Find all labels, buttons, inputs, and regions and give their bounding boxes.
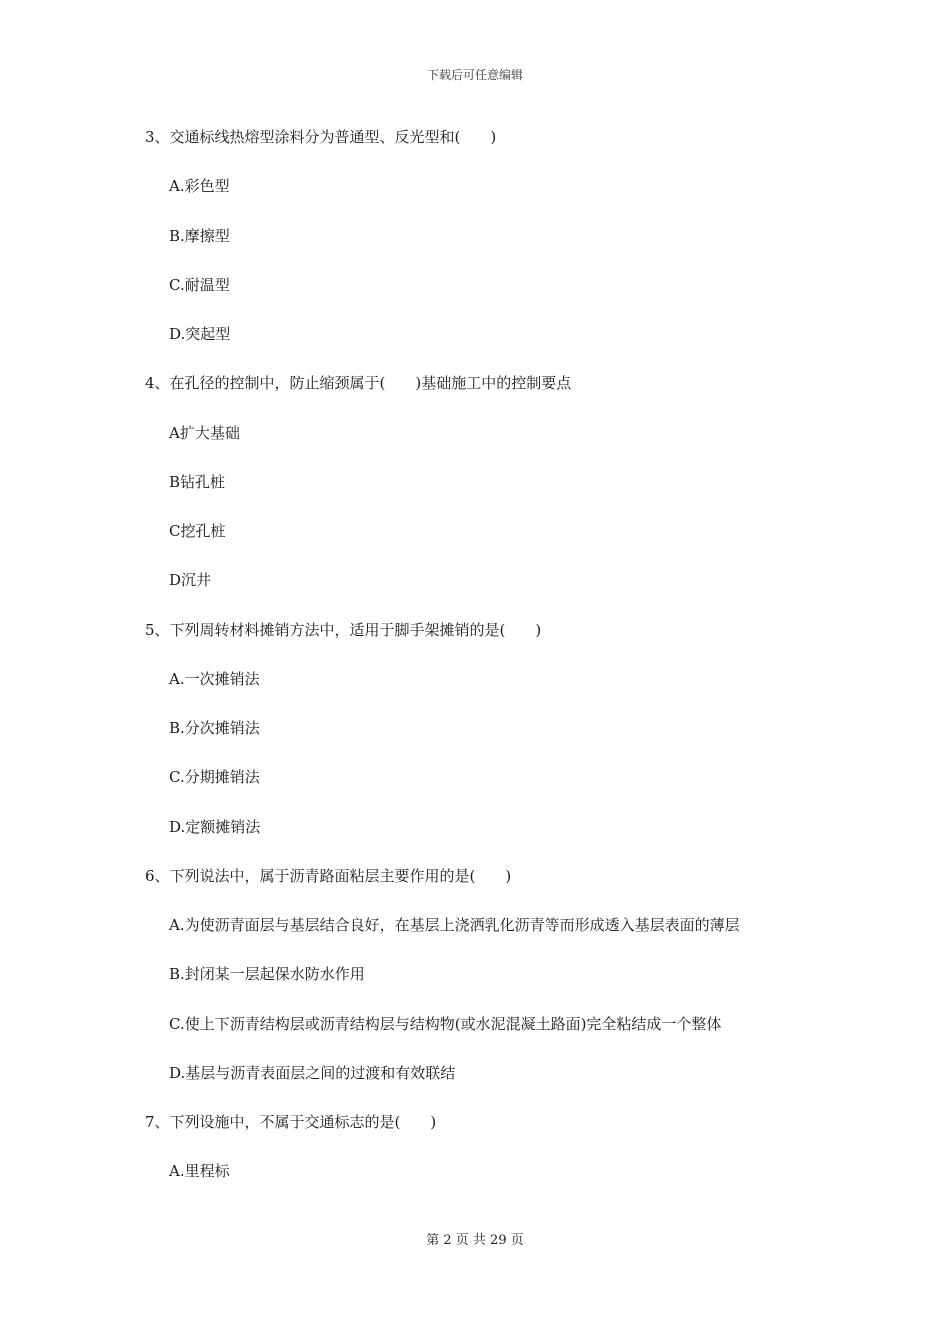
option: B.封闭某一层起保水防水作用 — [169, 965, 365, 983]
option: C挖孔桩 — [169, 522, 226, 540]
option: A扩大基础 — [169, 424, 240, 442]
option: A.一次摊销法 — [169, 670, 260, 688]
option: B钻孔桩 — [169, 473, 226, 491]
option: A.彩色型 — [169, 177, 230, 195]
option: B.分次摊销法 — [169, 719, 260, 737]
option: C.耐温型 — [169, 276, 230, 294]
option: A.里程标 — [169, 1162, 230, 1180]
option: D.定额摊销法 — [169, 818, 261, 836]
question-stem: 4、在孔径的控制中，防止缩颈属于( )基础施工中的控制要点 — [145, 374, 572, 392]
option: A.为使沥青面层与基层结合良好，在基层上浇洒乳化沥青等而形成透入基层表面的薄层 — [169, 916, 740, 934]
question-stem: 5、下列周转材料摊销方法中，适用于脚手架摊销的是( ) — [145, 621, 542, 639]
question-stem: 6、下列说法中，属于沥青路面粘层主要作用的是( ) — [145, 867, 512, 885]
option: C.使上下沥青结构层或沥青结构层与结构物(或水泥混凝土路面)完全粘结成一个整体 — [169, 1015, 722, 1033]
option: D.基层与沥青表面层之间的过渡和有效联结 — [169, 1064, 456, 1082]
option: D.突起型 — [169, 325, 231, 343]
page-header: 下载后可任意编辑 — [426, 68, 523, 82]
option: C.分期摊销法 — [169, 768, 260, 786]
option: D沉井 — [169, 571, 212, 589]
question-stem: 3、交通标线热熔型涂料分为普通型、反光型和( ) — [145, 128, 497, 146]
option: B.摩擦型 — [169, 227, 230, 245]
question-stem: 7、下列设施中，不属于交通标志的是( ) — [145, 1113, 437, 1131]
page-footer: 第 2 页 共 29 页 — [426, 1233, 524, 1248]
